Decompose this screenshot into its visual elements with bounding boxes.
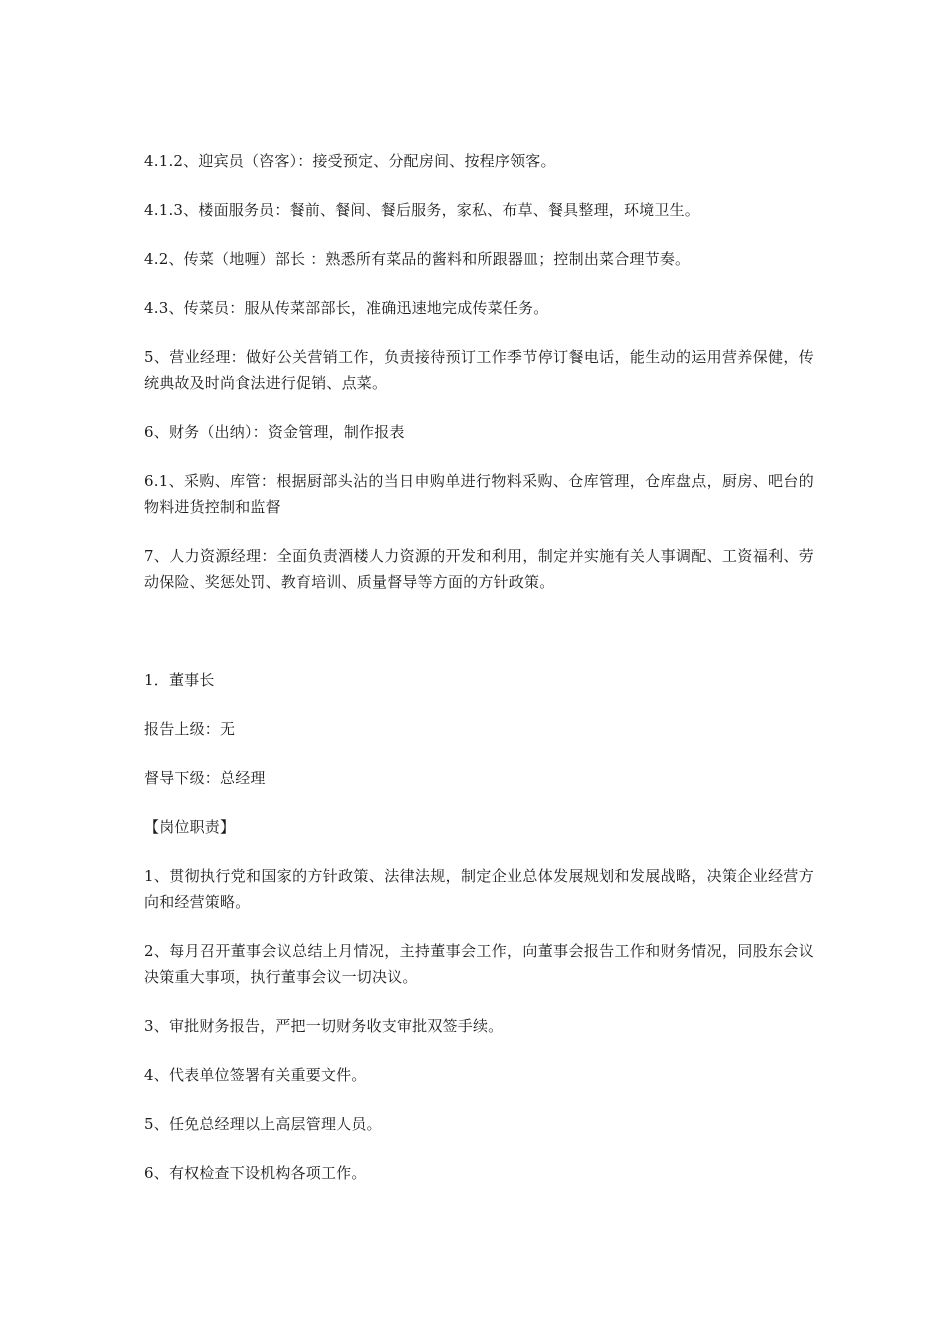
responsibility-item-5: 5、任免总经理以上高层管理人员。 [144,1115,382,1133]
paragraph-food-runner-duties: 4.3、传菜员：服从传菜部部长，准确迅速地完成传菜任务。 [144,299,549,317]
responsibility-item-4: 4、代表单位签署有关重要文件。 [144,1066,367,1084]
responsibility-item-6: 6、有权检查下设机构各项工作。 [144,1164,367,1182]
reports-to-line: 报告上级：无 [144,720,236,738]
responsibility-item-2: 2、每月召开董事会议总结上月情况，主持董事会工作，向董事会报告工作和财务情况，同股东会议决策重大事项，执行董事会议一切决议。 [144,942,814,986]
paragraph-greeter-duties: 4.1.2、迎宾员（咨客）：接受预定、分配房间、按程序领客。 [144,152,556,170]
paragraph-food-runner-supervisor-duties: 4.2、传菜（地喱）部长 ：熟悉所有菜品的酱料和所跟器皿；控制出菜合理节奏。 [144,250,691,268]
paragraph-business-manager-duties: 5、营业经理：做好公关营销工作，负责接待预订工作季节停订餐电话，能生动的运用营养保健，传统典故及时尚食法进行促销、点菜。 [144,348,814,392]
section-heading-chairman: 1．董事长 [144,671,215,689]
paragraph-finance-duties: 6、财务（出纳）：资金管理，制作报表 [144,423,405,441]
paragraph-hr-manager-duties: 7、人力资源经理：全面负责酒楼人力资源的开发和利用，制定并实施有关人事调配、工资福利、劳动保险、奖惩处罚、教育培训、质量督导等方面的方针政策。 [144,547,814,591]
section-spacer [144,618,814,667]
responsibilities-heading: 【岗位职责】 [144,818,236,836]
document-body [144,148,814,1209]
supervises-line: 督导下级：总经理 [144,769,266,787]
paragraph-floor-server-duties: 4.1.3、楼面服务员：餐前、餐间、餐后服务，家私、布草、餐具整理，环境卫生。 [144,201,700,219]
paragraph-purchasing-duties: 6.1、采购、库管：根据厨部头沾的当日申购单进行物料采购、仓库管理，仓库盘点，厨房、吧台的物料进货控制和监督 [144,472,814,516]
responsibility-item-3: 3、审批财务报告，严把一切财务收支审批双签手续。 [144,1017,504,1035]
responsibility-item-1: 1、贯彻执行党和国家的方针政策、法律法规，制定企业总体发展规划和发展战略，决策企业经营方向和经营策略。 [144,867,814,911]
